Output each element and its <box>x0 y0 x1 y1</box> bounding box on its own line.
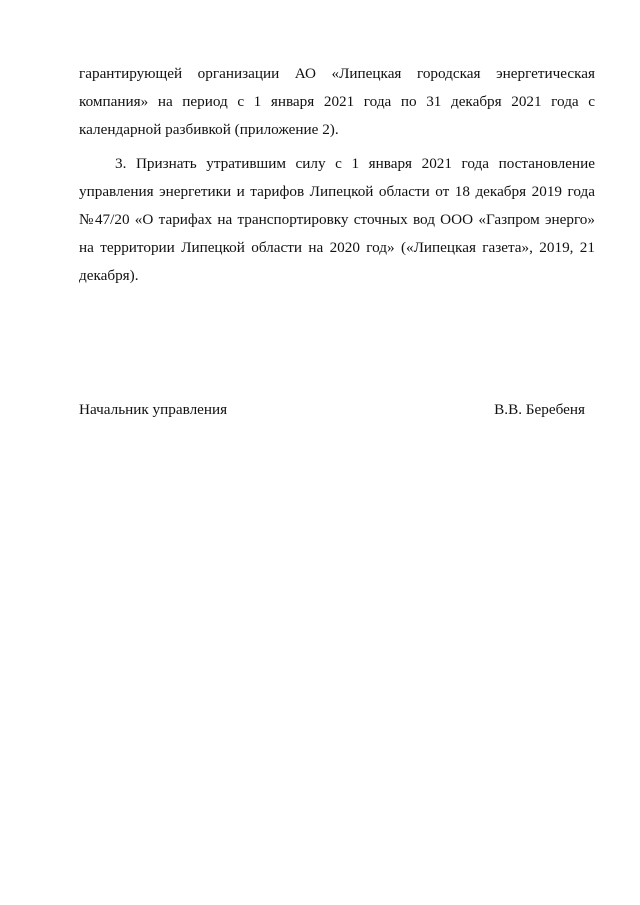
signature-block <box>79 396 585 424</box>
signature-name: В.В. Беребеня <box>494 401 585 418</box>
paragraph-continuation: гарантирующей организации АО «Липецкая городская энергетическая компания» на период с 1 января 2021 года по 31 декабря 2021 года с календарной разбивкой (приложение 2). <box>79 65 595 138</box>
signature-title: Начальник управления <box>79 401 228 418</box>
paragraph-item-3: 3. Признать утратившим силу с 1 января 2021 года постановление управления энергетики и тарифов Липецкой области от 18 декабря 2019 года №47/20 «О тарифах на транспортировку сточных вод ООО «Газпром энерго» на территории Липецкой области на 2020 год» («Липецкая газета», 2019, 21 декабря). <box>79 155 595 284</box>
